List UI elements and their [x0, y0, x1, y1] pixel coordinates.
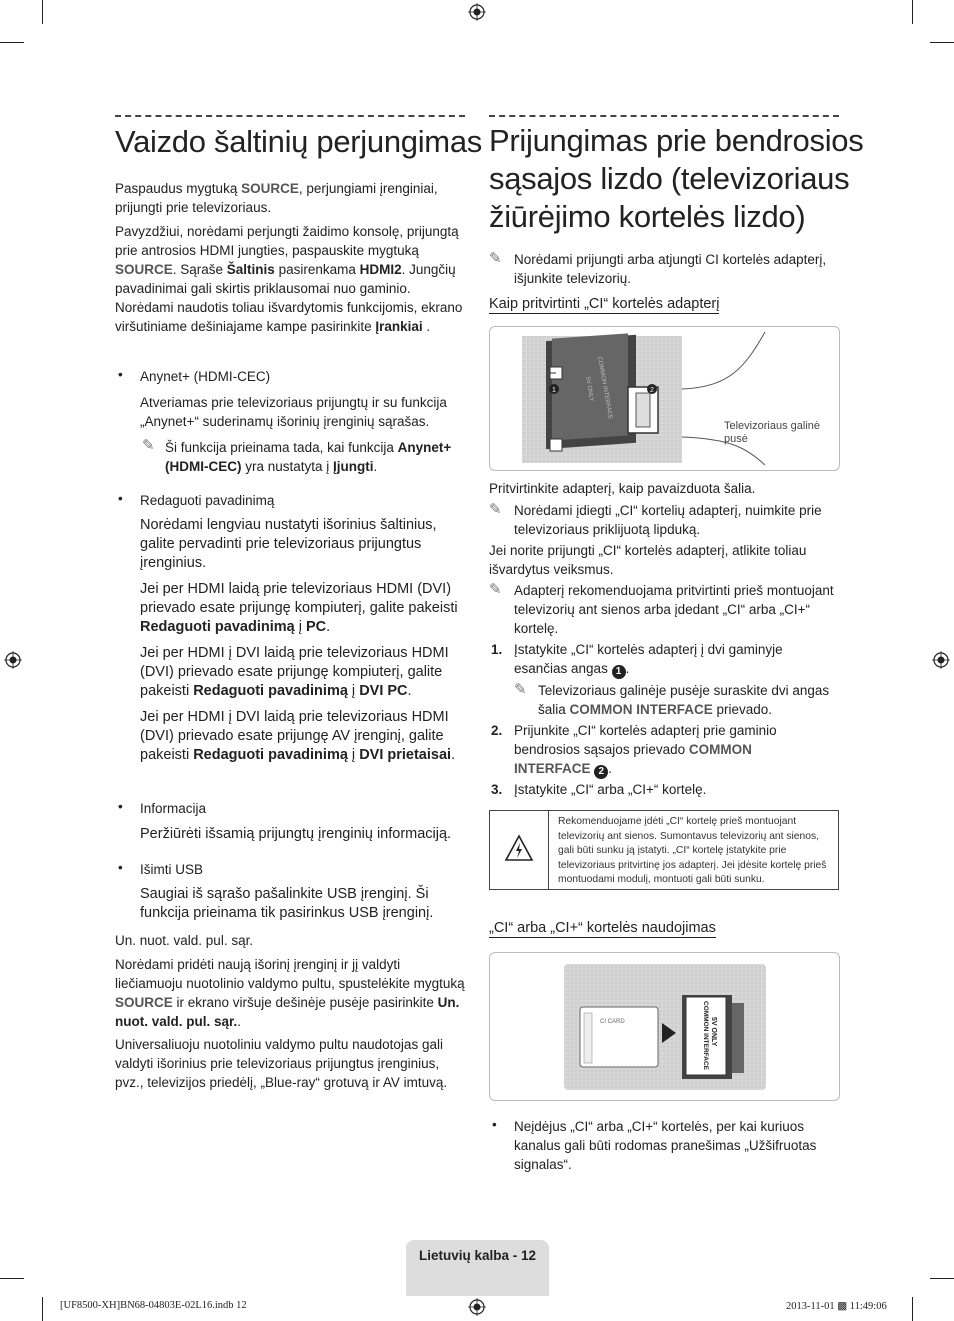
section-title-line: sąsajos lizdo (televizoriaus [489, 161, 850, 196]
paragraph: Neįdėjus „CI“ arba „CI+“ kortelės, per kai kuriuos kanalus gali būti rodomas pranešimas „Užšifruotas signalas“. [514, 1119, 817, 1172]
note: Norėdami įdiegti „CI“ kortelių adapterį, nuimkite prie televizoriaus priklijuotą lipduką. [514, 503, 822, 537]
svg-text:2: 2 [650, 387, 654, 394]
note-pencil-icon: ✎ [142, 437, 155, 454]
crop-mark [912, 1297, 913, 1321]
bullet-label: Redaguoti pavadinimą [140, 493, 275, 508]
footer-file: [UF8500-XH]BN68-04803E-02L16.indb 12 [60, 1300, 247, 1311]
paragraph: Universaliuoju nuotoliniu valdymo pultu naudotojas gali valdyti išorinius prie televizoriaus prijungtus įrenginius, pvz., televizijos priedėlį, „Blue-ray“ grotuvą ir AV imtuvą. [115, 1037, 448, 1090]
paragraph: Jei per HDMI į DVI laidą prie televizoriaus HDMI (DVI) prievado esate prijungę AV įrenginį, galite pakeisti Redaguoti pavadinimą į DVI prietaisai. [140, 709, 456, 763]
paragraph: Norėdami pridėti naują išorinį įrenginį ir jį valdyti liečiamuoju nuotolinio valdymo pultu, spustelėkite mygtuką SOURCE ir ekrano viršuje dešinėje pusėje pasirinkite Un. nuot. vald. pul. sąr.. [115, 957, 465, 1029]
paragraph: Jei norite prijungti „CI“ kortelės adapterį, atlikite toliau išvardytus veiksmus. [489, 543, 807, 577]
card-label: COMMON INTERFACE [596, 356, 613, 420]
note-pencil-icon: ✎ [489, 250, 502, 267]
bullet-label: Anynet+ (HDMI-CEC) [140, 369, 271, 384]
svg-text:1: 1 [552, 387, 556, 394]
ci-card-label: CI CARD [600, 1019, 625, 1025]
note: Ši funkcija prieinama tada, kai funkcija Anynet+ (HDMI-CEC) yra nustatyta į Įjungti. [165, 440, 452, 474]
paragraph: Paspaudus mygtuką SOURCE, perjungiami įrenginiai, prijungti prie televizoriaus. [115, 181, 438, 215]
section-divider [115, 115, 465, 117]
step: Įstatykite „CI“ kortelės adapterį į dvi gaminyje esančias angas 1 . [514, 642, 783, 677]
step: Įstatykite „CI“ arba „CI+“ kortelę. [514, 782, 707, 797]
step-number: 2. [491, 723, 503, 738]
page-number: Lietuvių kalba - 12 [418, 1248, 537, 1263]
note: Televizoriaus galinėje pusėje suraskite dvi angas šalia COMMON INTERFACE prievado. [538, 683, 830, 717]
crop-mark [0, 1278, 24, 1279]
section-divider [489, 115, 839, 117]
page-title: Vaizdo šaltinių perjungimas [115, 124, 482, 159]
paragraph: Norėdami lengviau nustatyti išorinius šaltinius, galite pervadinti prie televizoriaus prijungtus įrenginius. [140, 517, 437, 571]
crop-mark [0, 42, 24, 43]
paragraph: Pavyzdžiui, norėdami perjungti žaidimo konsolę, prijungtą prie antrosios HDMI jungties, paspauskite mygtuką SOURCE. Sąraše Šaltinis pasirenkama HDMI2. Jungčių pavadinimai gali skirtis priklausomai nuo gaminio. Norėdami naudotis toliau išvardytomis funkcijomis, ekrano viršutiniame dešiniajame kampe pasirinkite Įrankiai . [115, 224, 463, 334]
crop-mark [42, 0, 43, 24]
ci-card-figure [489, 952, 840, 1101]
step-number: 3. [491, 782, 503, 797]
warning-text: Rekomenduojame įdėti „CI“ kortelę prieš montuojant televizorių ant sienos. Sumontavus televizorių ant sienos, gali būti sunku ją įstatyti. „CI“ kortelę įstatykite prie televizoriaus pritvirtinę jos adapterį. Jei įdėsite kortelę prieš montuodami modulį, montuoti gali būti sunku. [558, 816, 827, 885]
paragraph: Atveriamas prie televizoriaus prijungtų ir su funkcija „Anynet+“ suderinamų išorinių įrenginių sąrašas. [140, 395, 447, 429]
subheading: „CI“ arba „CI+“ kortelės naudojimas [489, 920, 716, 936]
bullet: • [118, 799, 123, 814]
section-label: Un. nuot. vald. pul. sąr. [115, 933, 254, 948]
bullet: • [118, 860, 123, 875]
warning-box [489, 810, 839, 890]
paragraph: Peržiūrėti išsamią prijungtų įrenginių informaciją. [140, 826, 452, 842]
tv-back-illustration [490, 327, 839, 470]
warning-icon [504, 833, 534, 863]
section-title-line: Prijungimas prie bendrosios [489, 123, 864, 158]
bullet: • [118, 491, 123, 506]
registration-mark-icon [468, 3, 486, 21]
crop-mark [42, 1297, 43, 1321]
registration-mark-icon [932, 651, 950, 669]
bullet-label: Išimti USB [140, 862, 204, 877]
note: Adapterį rekomenduojama pritvirtinti prieš montuojant televizorių ant sienos arba įdedant „CI“ arba „CI+“ kortelę. [514, 583, 834, 636]
card-label: 5V ONLY [584, 376, 595, 402]
step-number: 1. [491, 642, 503, 657]
footer-date: 2013-11-01 ▩ 11:49:06 [786, 1301, 887, 1312]
warning-icon-cell [490, 811, 549, 889]
crop-mark [930, 42, 954, 43]
note-pencil-icon: ✎ [514, 681, 527, 698]
paragraph: Jei per HDMI laidą prie televizoriaus HDMI (DVI) prievado esate prijungę kompiuterį, galite pakeisti Redaguoti pavadinimą į PC. [140, 581, 458, 635]
port-label: COMMON INTERFACE [702, 1001, 709, 1070]
note-pencil-icon: ✎ [489, 581, 502, 598]
paragraph: Pritvirtinkite adapterį, kaip pavaizduota šalia. [489, 481, 756, 496]
subheading: Kaip pritvirtinti „CI“ kortelės adapterį [489, 296, 720, 312]
note-pencil-icon: ✎ [489, 501, 502, 518]
step: Prijunkite „CI“ kortelės adapterį prie gaminio bendrosios sąsajos prievado COMMON INTERFACE 2 . [514, 723, 777, 777]
figure-caption: Televizoriaus galinė pusė [724, 420, 820, 445]
bullet: • [492, 1117, 497, 1132]
registration-mark-icon [4, 651, 22, 669]
ci-card-illustration [490, 953, 839, 1100]
bullet: • [118, 367, 123, 382]
crop-mark [912, 0, 913, 24]
crop-mark [930, 1278, 954, 1279]
registration-mark-icon [468, 1298, 486, 1316]
paragraph: Jei per HDMI į DVI laidą prie televizoriaus HDMI (DVI) prievado esate prijungę kompiuterį, galite pakeisti Redaguoti pavadinimą į DVI PC. [140, 645, 449, 699]
port-label: 5V ONLY [710, 1017, 717, 1047]
bullet-label: Informacija [140, 801, 207, 816]
ci-adapter-figure [489, 326, 840, 471]
paragraph: Saugiai iš sąrašo pašalinkite USB įrenginį. Ši funkcija prieinama tik pasirinkus USB įrenginį. [140, 886, 434, 921]
note: Norėdami prijungti arba atjungti CI kortelės adapterį, išjunkite televizorių. [514, 252, 827, 286]
section-title-line: žiūrėjimo kortelės lizdo) [489, 199, 806, 234]
